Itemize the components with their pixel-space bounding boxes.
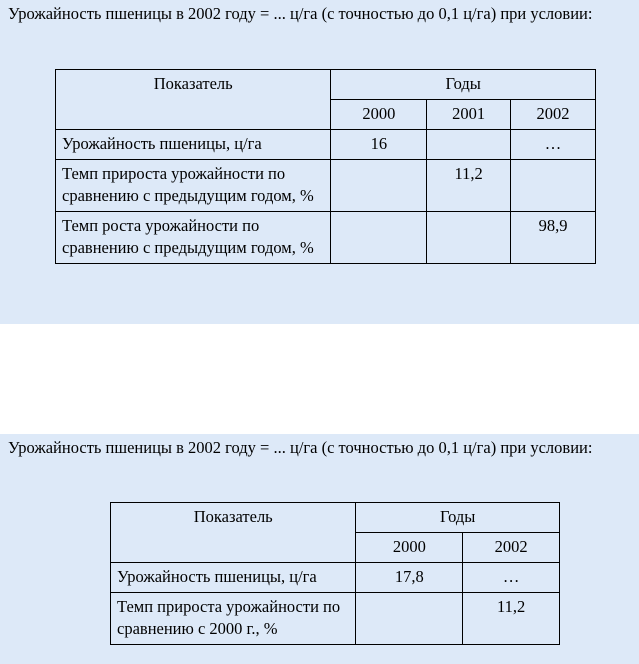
table-cell: 17,8 — [356, 563, 463, 593]
row-label: Темп прироста урожайности по сравнению с предыдущим годом, % — [56, 160, 331, 212]
table-cell — [356, 593, 463, 645]
year-header: 2000 — [331, 100, 427, 130]
table-row — [56, 212, 596, 264]
table-cell: 16 — [331, 130, 427, 160]
task-1-table — [55, 69, 596, 264]
year-header: 2002 — [463, 533, 560, 563]
table-cell — [427, 212, 511, 264]
year-header: 2001 — [427, 100, 511, 130]
table-row — [56, 160, 596, 212]
table-cell — [511, 160, 596, 212]
table-cell: 11,2 — [463, 593, 560, 645]
table-cell: 11,2 — [427, 160, 511, 212]
task-2-table — [110, 502, 560, 645]
table-cell — [427, 130, 511, 160]
year-header: 2000 — [356, 533, 463, 563]
row-label: Урожайность пшеницы, ц/га — [111, 563, 356, 593]
table-row — [111, 593, 560, 645]
years-header: Годы — [356, 503, 560, 533]
row-label: Темп роста урожайности по сравнению с предыдущим годом, % — [56, 212, 331, 264]
table-cell: … — [511, 130, 596, 160]
table-cell: … — [463, 563, 560, 593]
table-cell: 98,9 — [511, 212, 596, 264]
row-label: Темп прироста урожайности по сравнению с 2000 г., % — [111, 593, 356, 645]
table-cell — [331, 212, 427, 264]
task-2-question: Урожайность пшеницы в 2002 году = ... ц/га (с точностью до 0,1 ц/га) при условии: — [8, 438, 593, 457]
row-label: Урожайность пшеницы, ц/га — [56, 130, 331, 160]
table-header-row — [111, 503, 560, 533]
table-row — [111, 563, 560, 593]
table-row — [56, 130, 596, 160]
table-header-row — [56, 70, 596, 100]
year-header: 2002 — [511, 100, 596, 130]
table-cell — [331, 160, 427, 212]
task-1-panel — [0, 0, 639, 324]
indicator-header: Показатель — [111, 503, 356, 563]
years-header: Годы — [331, 70, 596, 100]
indicator-header: Показатель — [56, 70, 331, 130]
task-1-question: Урожайность пшеницы в 2002 году = ... ц/га (с точностью до 0,1 ц/га) при условии: — [8, 4, 593, 23]
